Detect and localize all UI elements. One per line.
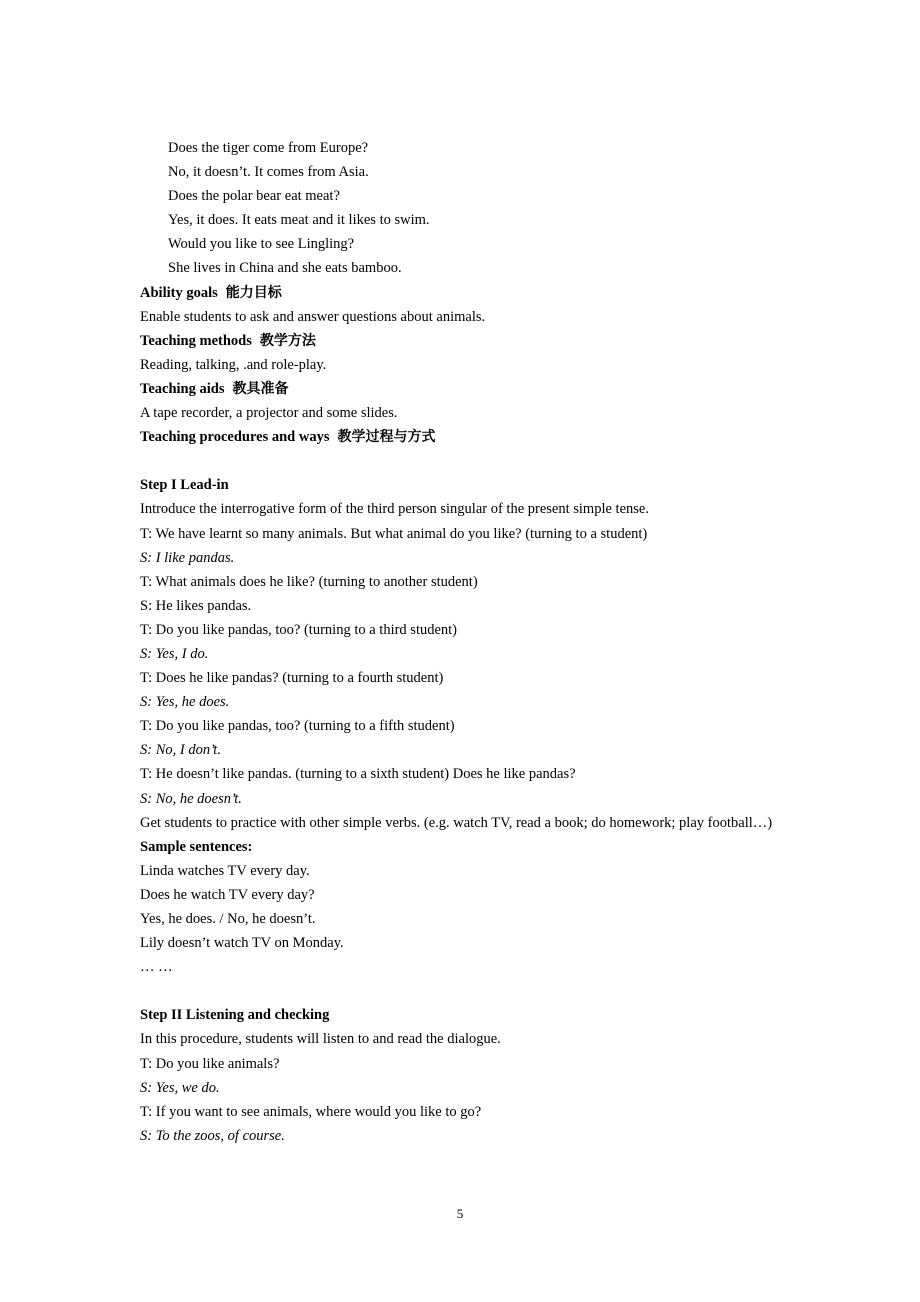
dialogue-teacher-line: T: Do you like pandas, too? (turning to a third student) [140,621,458,638]
sample-sentences-heading: Sample sentences: [140,838,253,855]
drill-line: Yes, it does. It eats meat and it likes to swim. [168,212,430,229]
ellipsis: … … [140,959,173,976]
dialogue-student-line: S: I like pandas. [140,549,235,566]
blank-line [140,979,790,1003]
dialogue-teacher-line: T: Does he like pandas? (turning to a fourth student) [140,670,444,687]
dialogue-teacher-line: T: What animals does he like? (turning to another student) [140,573,478,590]
dialogue-student-line: S: No, I don’t. [140,742,221,759]
heading-en: Teaching aids [140,380,225,397]
teaching-procedures-heading [140,425,790,449]
page-content [140,136,790,1148]
drill-line: No, it doesn’t. It comes from Asia. [168,164,369,181]
ability-goals-heading [140,281,790,305]
dialogue-teacher-line: T: Do you like animals? [140,1055,280,1072]
drill-line: She lives in China and she eats bamboo. [168,260,402,277]
drill-line: Does the polar bear eat meat? [168,188,340,205]
heading-cn: 教具准备 [232,380,289,397]
step1-heading: Step I Lead-in [140,477,229,494]
step1-practice: Get students to practice with other simple verbs. (e.g. watch TV, read a book; do homework; play football…) [140,814,773,831]
step1-intro: Introduce the interrogative form of the third person singular of the present simple tense. [140,501,649,518]
dialogue-student-line: S: Yes, I do. [140,645,209,662]
dialogue-teacher-line: T: He doesn’t like pandas. (turning to a sixth student) Does he like pandas? [140,766,576,783]
step2-intro: In this procedure, students will listen to and read the dialogue. [140,1031,501,1048]
heading-cn: 能力目标 [225,284,282,301]
heading-en: Ability goals [140,284,218,301]
teaching-aids-text: A tape recorder, a projector and some slides. [140,405,398,422]
sample-sentence: Does he watch TV every day? [140,886,315,903]
blank-line [140,449,790,473]
sample-sentence: Linda watches TV every day. [140,862,310,879]
teaching-methods-heading [140,329,790,353]
drill-line: Does the tiger come from Europe? [168,140,369,156]
dialogue-student-line: S: Yes, we do. [140,1079,220,1096]
heading-cn: 教学方法 [259,332,316,349]
teaching-aids-heading [140,377,790,401]
page-number: 5 [456,1206,464,1221]
dialogue-student-line: S: To the zoos, of course. [140,1127,285,1144]
heading-en: Teaching methods [140,332,252,349]
sample-sentence: Lily doesn’t watch TV on Monday. [140,935,344,952]
heading-cn: 教学过程与方式 [337,429,436,446]
teaching-methods-text: Reading, talking, .and role-play. [140,356,327,373]
sample-sentence: Yes, he does. / No, he doesn’t. [140,911,316,927]
heading-en: Teaching procedures and ways [140,429,330,446]
dialogue-teacher-line: T: We have learnt so many animals. But what animal do you like? (turning to a student) [140,525,648,542]
dialogue-student-line: S: No, he doesn’t. [140,790,242,807]
dialogue-student-line: S: Yes, he does. [140,694,230,711]
dialogue-student-line: S: He likes pandas. [140,597,252,614]
ability-goals-text: Enable students to ask and answer questions about animals. [140,308,486,325]
dialogue-teacher-line: T: Do you like pandas, too? (turning to a fifth student) [140,718,455,735]
dialogue-teacher-line: T: If you want to see animals, where would you like to go? [140,1103,482,1120]
drill-line: Would you like to see Lingling? [168,236,355,253]
step2-heading: Step II Listening and checking [140,1007,330,1024]
